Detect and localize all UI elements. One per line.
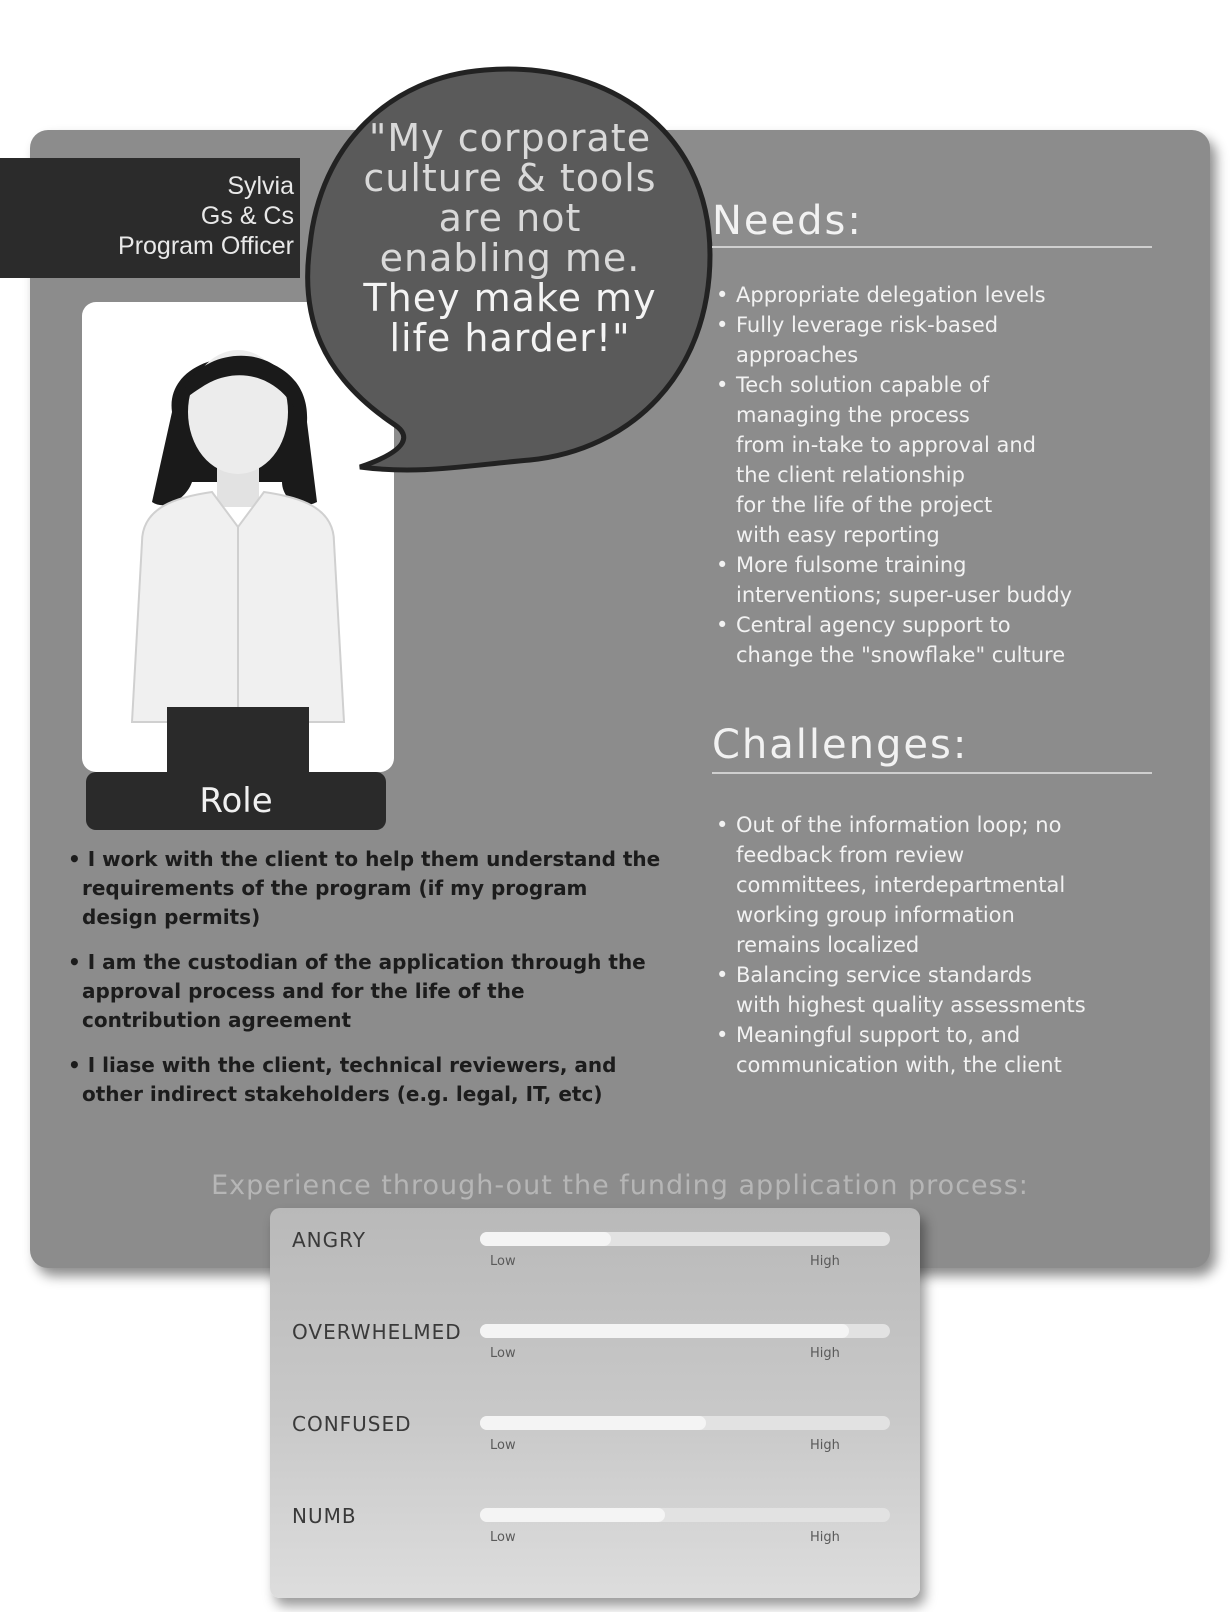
emotion-high-label: High: [810, 1346, 840, 1361]
challenge-item-line: with highest quality assessments: [736, 993, 1086, 1017]
role-item: • I work with the client to help them understand the requirements of the program (if my program design permits): [68, 847, 661, 929]
persona-quote: [330, 118, 690, 358]
persona-group: Gs & Cs: [200, 202, 294, 230]
role-list: [64, 845, 664, 1125]
emotion-level-bar: [480, 1508, 890, 1522]
emotion-level-fill: [480, 1416, 706, 1430]
challenge-item: [712, 960, 1086, 1020]
needs-item-line: change the "snowflake" culture: [736, 643, 1066, 667]
emotion-high-label: High: [810, 1438, 840, 1453]
challenge-item-line: • Balancing service standards: [736, 963, 1032, 987]
needs-divider: [712, 246, 1152, 248]
needs-item-line: from in-take to approval and: [736, 433, 1036, 457]
quote-line: life harder!": [389, 316, 631, 360]
role-heading: Role: [86, 772, 386, 830]
challenges-heading: Challenges:: [712, 722, 969, 768]
experience-caption: Experience through-out the funding application process:: [211, 1170, 1029, 1201]
needs-item-line: • More fulsome training: [736, 553, 967, 577]
emotion-level-bar: [480, 1232, 890, 1246]
emotion-high-label: High: [810, 1530, 840, 1545]
quote-line: They make my: [363, 276, 657, 320]
emotion-row: [270, 1218, 920, 1308]
emotion-level-bar: [480, 1324, 890, 1338]
role-item: • I am the custodian of the application through the approval process and for the life of the contribution agreement: [68, 950, 646, 1032]
needs-item-line: managing the process: [736, 403, 970, 427]
needs-item-line: the client relationship: [736, 463, 965, 487]
needs-item-line: • Appropriate delegation levels: [736, 283, 1046, 307]
needs-item: [712, 550, 1072, 610]
challenge-item-line: working group information: [736, 903, 1015, 927]
needs-item: [712, 310, 1072, 370]
challenge-item-line: committees, interdepartmental: [736, 873, 1066, 897]
challenges-divider: [712, 772, 1152, 774]
needs-item-line: approaches: [736, 343, 859, 367]
emotion-label: OVERWHELMED: [292, 1320, 462, 1344]
emotion-low-label: Low: [490, 1254, 516, 1269]
emotion-level-fill: [480, 1232, 611, 1246]
needs-item: [712, 370, 1072, 550]
persona-name: Sylvia: [227, 172, 294, 200]
challenge-item-line: feedback from review: [736, 843, 965, 867]
needs-list: [712, 280, 1072, 670]
emotion-level-fill: [480, 1508, 665, 1522]
needs-item-line: with easy reporting: [736, 523, 940, 547]
emotion-low-label: Low: [490, 1346, 516, 1361]
emotion-label: NUMB: [292, 1504, 357, 1528]
needs-item-line: • Central agency support to: [736, 613, 1011, 637]
emotion-row: [270, 1494, 920, 1584]
emotion-level-bar: [480, 1416, 890, 1430]
quote-line: culture & tools: [363, 156, 657, 200]
challenge-item-line: communication with, the client: [736, 1053, 1062, 1077]
needs-item: [712, 280, 1072, 310]
challenge-item: [712, 1020, 1086, 1080]
needs-item-line: • Tech solution capable of: [736, 373, 990, 397]
emotion-level-fill: [480, 1324, 849, 1338]
quote-line: are not: [438, 196, 582, 240]
needs-heading: Needs:: [712, 198, 863, 244]
emotion-row: [270, 1402, 920, 1492]
challenge-item-line: • Meaningful support to, and: [736, 1023, 1021, 1047]
challenge-item-line: remains localized: [736, 933, 920, 957]
needs-item: [712, 610, 1072, 670]
quote-line: "My corporate: [368, 116, 652, 160]
quote-line: enabling me.: [379, 236, 641, 280]
challenge-item: [712, 810, 1086, 960]
emotion-low-label: Low: [490, 1438, 516, 1453]
emotion-low-label: Low: [490, 1530, 516, 1545]
challenge-item-line: • Out of the information loop; no: [736, 813, 1062, 837]
emotion-label: CONFUSED: [292, 1412, 412, 1436]
emotion-high-label: High: [810, 1254, 840, 1269]
challenges-list: [712, 810, 1086, 1080]
persona-title: Program Officer: [118, 232, 294, 260]
needs-item-line: interventions; super-user buddy: [736, 583, 1073, 607]
emotion-row: [270, 1310, 920, 1400]
role-item: • I liase with the client, technical reviewers, and other indirect stakeholders (e.g. legal, IT, etc): [68, 1053, 617, 1106]
emotion-scale-card: [270, 1208, 920, 1598]
needs-item-line: • Fully leverage risk-based: [736, 313, 999, 337]
needs-item-line: for the life of the project: [736, 493, 993, 517]
emotion-label: ANGRY: [292, 1228, 366, 1252]
